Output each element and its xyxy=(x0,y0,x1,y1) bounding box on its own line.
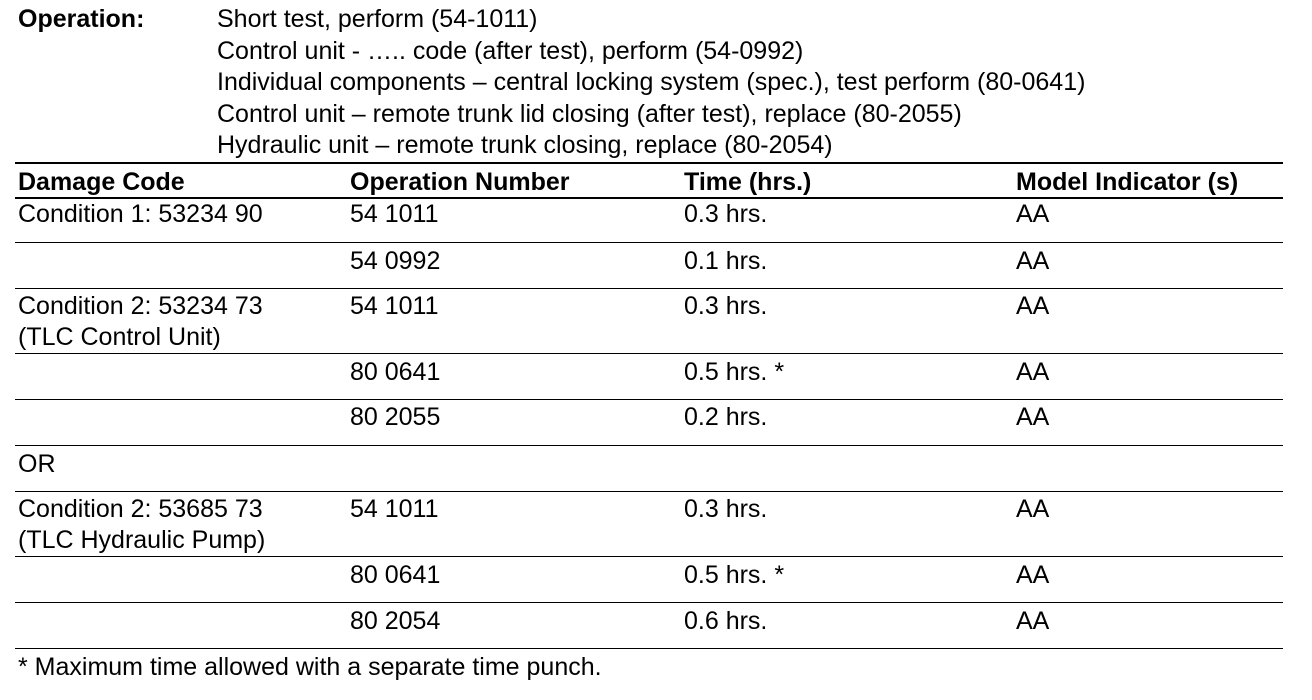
time-cell: 0.3 hrs. xyxy=(684,200,768,228)
table-bottom-rule xyxy=(15,648,1283,649)
operation-line: Individual components – central locking system (spec.), test perform (80-0641) xyxy=(217,68,1086,96)
row-divider xyxy=(15,288,1283,289)
time-cell: 0.5 hrs. * xyxy=(684,561,785,589)
model-indicator-cell: AA xyxy=(1016,561,1050,589)
table-top-rule xyxy=(15,162,1283,164)
row-divider xyxy=(15,445,1283,446)
operation-line: Control unit – remote trunk lid closing (after test), replace (80-2055) xyxy=(217,99,962,128)
footnote: * Maximum time allowed with a separate time punch. xyxy=(18,653,602,681)
header-operation-number: Operation Number xyxy=(350,168,570,196)
operation-line: Hydraulic unit – remote trunk closing, replace (80-2054) xyxy=(217,131,833,159)
operation-line: Control unit - ….. code (after test), perform (54-0992) xyxy=(217,36,804,65)
operation-list xyxy=(217,4,1085,162)
operation-number-cell: 54 0992 xyxy=(350,247,441,275)
operation-number-cell: 54 1011 xyxy=(350,495,439,523)
operation-number-cell: 80 2055 xyxy=(350,403,441,431)
damage-code-cell: Condition 2: 53234 73 xyxy=(18,292,263,320)
model-indicator-cell: AA xyxy=(1016,292,1050,320)
time-cell: 0.5 hrs. * xyxy=(684,358,785,386)
operation-number-cell: 54 1011 xyxy=(350,200,439,228)
row-divider xyxy=(15,353,1283,354)
header-damage-code: Damage Code xyxy=(18,168,185,196)
row-divider xyxy=(348,556,1283,557)
row-divider xyxy=(15,602,1283,603)
model-indicator-cell: AA xyxy=(1016,403,1050,431)
time-cell: 0.3 hrs. xyxy=(684,495,768,523)
damage-code-subtitle: (TLC Control Unit) xyxy=(18,323,221,351)
row-divider xyxy=(348,242,1283,243)
operation-number-cell: 54 1011 xyxy=(350,292,439,320)
model-indicator-cell: AA xyxy=(1016,358,1050,386)
operation-number-cell: 80 2054 xyxy=(350,607,441,635)
model-indicator-cell: AA xyxy=(1016,200,1050,228)
or-separator: OR xyxy=(18,450,56,478)
row-divider xyxy=(15,242,348,243)
operation-label: Operation: xyxy=(18,5,145,33)
operation-line: Short test, perform (54-1011) xyxy=(217,5,538,33)
time-cell: 0.1 hrs. xyxy=(684,247,768,275)
model-indicator-cell: AA xyxy=(1016,607,1050,635)
row-divider xyxy=(15,556,348,557)
damage-code-cell: Condition 1: 53234 90 xyxy=(18,200,263,228)
model-indicator-cell: AA xyxy=(1016,495,1050,523)
header-model-indicator: Model Indicator (s) xyxy=(1016,168,1239,196)
time-cell: 0.6 hrs. xyxy=(684,607,768,635)
time-cell: 0.2 hrs. xyxy=(684,403,768,431)
damage-code-subtitle: (TLC Hydraulic Pump) xyxy=(18,526,266,554)
time-cell: 0.3 hrs. xyxy=(684,292,768,320)
damage-code-cell: Condition 2: 53685 73 xyxy=(18,495,263,523)
model-indicator-cell: AA xyxy=(1016,247,1050,275)
row-divider xyxy=(15,491,1283,492)
operation-number-cell: 80 0641 xyxy=(350,358,441,386)
row-divider xyxy=(15,399,1283,400)
header-time: Time (hrs.) xyxy=(684,168,812,196)
operation-number-cell: 80 0641 xyxy=(350,561,441,589)
